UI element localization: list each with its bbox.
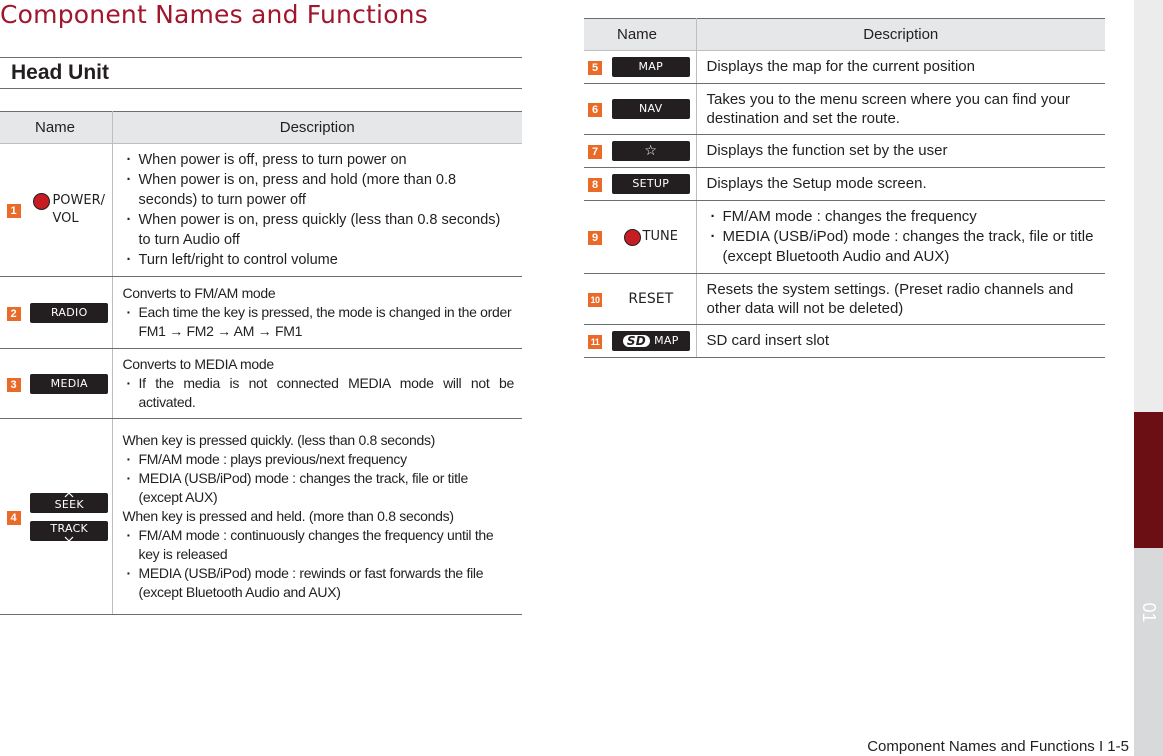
tune-label: TUNE	[642, 229, 678, 244]
media-button: MEDIA	[30, 374, 108, 394]
track-label: TRACK	[50, 521, 89, 535]
radio-bullets	[123, 303, 515, 341]
sd-description: SD card insert slot	[696, 325, 1105, 358]
header-name: Name	[606, 19, 696, 51]
list-item: · FM/AM mode : continuously changes the frequency until the key is released	[123, 526, 515, 564]
list-item: · FM/AM mode : plays previous/next frequency	[123, 450, 515, 469]
list-item: · MEDIA (USB/iPod) mode : changes the track, file or title (except AUX)	[123, 469, 515, 507]
header-name: Name	[27, 112, 112, 144]
reset-description: Resets the system settings. (Preset radio channels and other data will not be deleted)	[696, 274, 1105, 325]
chevron-up-icon	[64, 492, 74, 498]
section-title: Head Unit	[11, 61, 110, 84]
list-item: · MEDIA (USB/iPod) mode : changes the track, file or title (except Bluetooth Audio and AUX)	[707, 227, 1098, 267]
knob-icon	[624, 229, 641, 246]
list-item: · When power is on, press quickly (less than 0.8 seconds) to turn Audio off	[123, 210, 515, 250]
power-vol-label: POWER/ VOL	[52, 193, 106, 226]
table-row	[584, 168, 1105, 201]
list-item: · Turn left/right to control volume	[123, 250, 515, 270]
list-item: · FM/AM mode : changes the frequency	[707, 207, 1098, 227]
sd-map-label: MAP	[654, 334, 679, 347]
setup-button: SETUP	[612, 174, 690, 194]
table-row	[584, 201, 1105, 274]
table-header-row	[0, 112, 522, 144]
table-row	[0, 349, 522, 419]
radio-intro: Converts to FM/AM mode	[122, 285, 276, 301]
row-number-badge: 1	[7, 204, 21, 218]
map-description: Displays the map for the current position	[696, 51, 1105, 84]
table-row	[0, 144, 522, 277]
table-row	[584, 51, 1105, 84]
right-component-table	[584, 18, 1105, 358]
table-row	[584, 84, 1105, 135]
setup-description: Displays the Setup mode screen.	[696, 168, 1105, 201]
page-footer: Component Names and Functions I 1-5	[867, 738, 1129, 755]
media-bullets	[123, 374, 515, 412]
row-number-badge: 10	[588, 293, 602, 307]
row-number-badge: 8	[588, 178, 602, 192]
list-item: · When power is on, press and hold (more than 0.8 seconds) to turn power off	[123, 170, 515, 210]
list-item: · If the media is not connected MEDIA mode will not be activated.	[123, 374, 515, 412]
sd-map-slot	[612, 331, 690, 351]
row-number-badge: 5	[588, 61, 602, 75]
list-item: · When power is off, press to turn power on	[123, 150, 515, 170]
reset-label: RESET	[628, 291, 674, 307]
section-header	[0, 57, 522, 89]
seek-button	[30, 493, 108, 513]
nav-button: NAV	[612, 99, 690, 119]
star-description: Displays the function set by the user	[696, 135, 1105, 168]
table-row	[0, 419, 522, 615]
seek-intro-quick: When key is pressed quickly. (less than 0.8 seconds)	[122, 432, 436, 448]
row-number-badge: 3	[7, 378, 21, 392]
row-number-badge: 7	[588, 145, 602, 159]
table-row	[0, 277, 522, 349]
table-row	[584, 135, 1105, 168]
track-button	[30, 521, 108, 541]
table-header-row	[584, 19, 1105, 51]
row-number-badge: 6	[588, 103, 602, 117]
chapter-tab-lower	[1134, 548, 1163, 756]
tune-knob	[606, 228, 696, 246]
row-number-badge: 11	[588, 335, 602, 349]
chapter-tab-marker	[1134, 412, 1163, 548]
media-intro: Converts to MEDIA mode	[122, 356, 274, 372]
row-number-badge: 2	[7, 307, 21, 321]
list-item: · Each time the key is pressed, the mode is changed in the order FM1 → FM2 → AM → FM1	[123, 303, 515, 341]
tune-bullets	[707, 207, 1098, 267]
side-tab-background	[1134, 0, 1163, 412]
seek-bullets-quick	[123, 450, 515, 507]
chapter-number: 01	[1139, 602, 1159, 623]
header-num	[584, 19, 606, 51]
power-vol-knob	[27, 192, 112, 228]
header-num	[0, 112, 27, 144]
seek-label: SEEK	[54, 497, 84, 511]
star-button: ☆	[612, 141, 690, 161]
header-description: Description	[112, 112, 522, 144]
table-row	[584, 325, 1105, 358]
nav-description: Takes you to the menu screen where you can find your destination and set the route.	[696, 84, 1105, 135]
seek-bullets-hold	[123, 526, 515, 602]
table-row	[584, 274, 1105, 325]
left-component-table	[0, 111, 522, 615]
knob-icon	[33, 193, 50, 210]
row-number-badge: 9	[588, 231, 602, 245]
chevron-down-icon	[64, 536, 74, 542]
list-item: · MEDIA (USB/iPod) mode : rewinds or fast forwards the file (except Bluetooth Audio and AUX)	[123, 564, 515, 602]
row-number-badge: 4	[7, 511, 21, 525]
page-title: Component Names and Functions	[0, 0, 428, 29]
map-button: MAP	[612, 57, 690, 77]
seek-intro-hold: When key is pressed and held. (more than 0.8 seconds)	[122, 508, 454, 524]
sd-card-icon: SD	[623, 335, 650, 347]
header-description: Description	[696, 19, 1105, 51]
radio-button: RADIO	[30, 303, 108, 323]
power-vol-bullets	[123, 150, 515, 270]
